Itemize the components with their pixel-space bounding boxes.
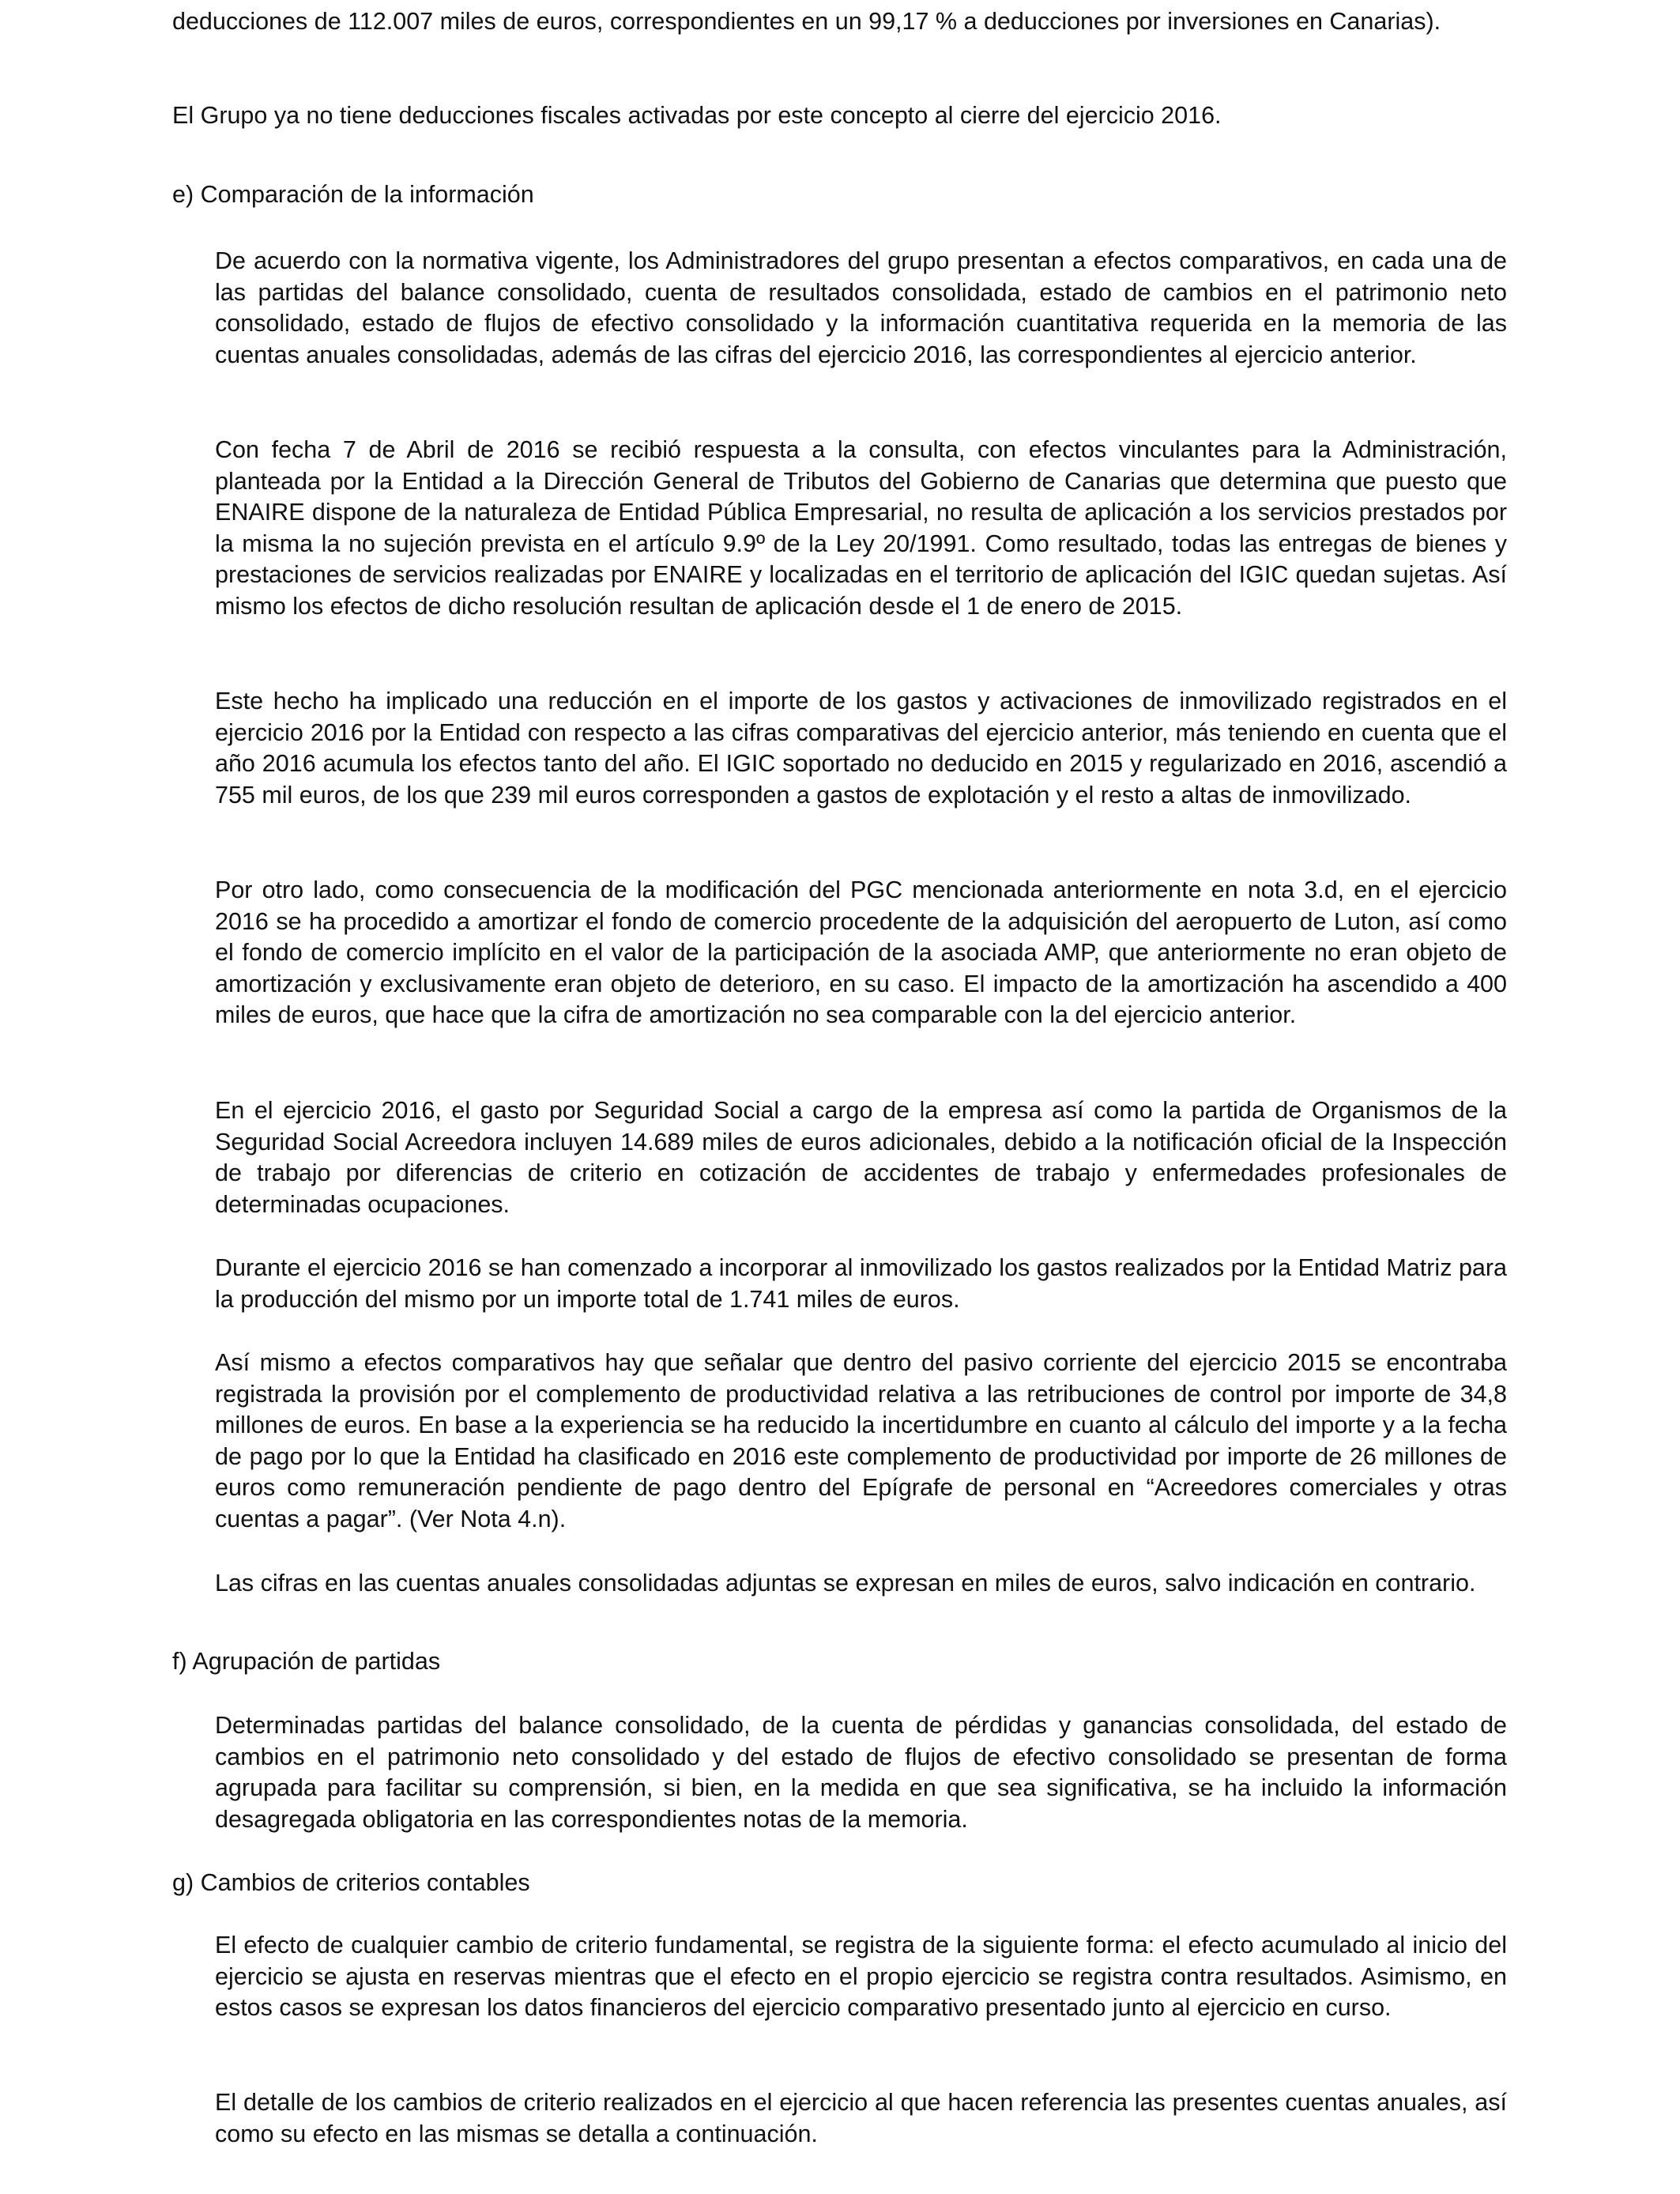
section-e-paragraph-7: Así mismo a efectos comparativos hay que señalar que dentro del pasivo corriente del ejercicio 2015 se encontraba registrada la provisión por el complemento de productividad relativa a las retribuciones de control por importe de 34,8 millones de euros. En base a la experiencia se ha reducido la incertidumbre en cuanto al cálculo del importe y a la fecha de pago por lo que la Entidad ha clasificado en 2016 este complemento de productividad por importe de 26 millones de euros como remuneración pendiente de pago dentro del Epígrafe de personal en “Acreedores comerciales y otras cuentas a pagar”. (Ver Nota 4.n).: [215, 1349, 1507, 1532]
section-e-paragraph-2: Con fecha 7 de Abril de 2016 se recibió respuesta a la consulta, con efectos vinculantes para la Administración, planteada por la Entidad a la Dirección General de Tributos del Gobierno de Canarias que determina que puesto que ENAIRE dispone de la naturaleza de Entidad Pública Empresarial, no resulta de aplicación a los servicios prestados por la misma la no sujeción prevista en el artículo 9.9º de la Ley 20/1991. Como resultado, todas las entregas de bienes y prestaciones de servicios realizadas por ENAIRE y localizadas en el territorio de aplicación del IGIC quedan sujetas. Así mismo los efectos de dicho resolución resultan de aplicación desde el 1 de enero de 2015.: [215, 436, 1507, 620]
section-e-heading: e) Comparación de la información: [172, 181, 534, 208]
section-g-paragraph-1: El efecto de cualquier cambio de criterio fundamental, se registra de la siguiente forma: el efecto acumulado al inicio del ejercicio se ajusta en reservas mientras que el efecto en el propio ejercicio se registra contra resultados. Asimismo, en estos casos se expresan los datos financieros del ejercicio comparativo presentado junto al ejercicio en curso.: [215, 1932, 1507, 2022]
section-f-heading: f) Agrupación de partidas: [172, 1648, 441, 1675]
section-e-paragraph-5: En el ejercicio 2016, el gasto por Seguridad Social a cargo de la empresa así como la partida de Organismos de la Seguridad Social Acreedora incluyen 14.689 miles de euros adicionales, debido a la notificación oficial de la Inspección de trabajo por diferencias de criterio en cotización de accidentes de trabajo y enfermedades profesionales de determinadas ocupaciones.: [215, 1097, 1507, 1218]
section-g-heading: g) Cambios de criterios contables: [172, 1869, 530, 1896]
section-e-paragraph-8: Las cifras en las cuentas anuales consolidadas adjuntas se expresan en miles de euros, salvo indicación en contrario.: [215, 1570, 1476, 1596]
section-e-paragraph-6: Durante el ejercicio 2016 se han comenzado a incorporar al inmovilizado los gastos realizados por la Entidad Matriz para la producción del mismo por un importe total de 1.741 miles de euros.: [215, 1254, 1507, 1313]
section-e-paragraph-4: Por otro lado, como consecuencia de la modificación del PGC mencionada anteriormente en nota 3.d, en el ejercicio 2016 se ha procedido a amortizar el fondo de comercio procedente de la adquisición del aeropuerto de Luton, así como el fondo de comercio implícito en el valor de la participación de la asociada AMP, que anteriormente no eran objeto de amortización y exclusivamente eran objeto de deterioro, en su caso. El impacto de la amortización ha ascendido a 400 miles de euros, que hace que la cifra de amortización no sea comparable con la del ejercicio anterior.: [215, 876, 1507, 1029]
section-f-paragraph-1: Determinadas partidas del balance consolidado, de la cuenta de pérdidas y ganancias consolidada, del estado de cambios en el patrimonio neto consolidado y del estado de flujos de efectivo consolidado se presentan de forma agrupada para facilitar su comprensión, si bien, en la medida en que sea significativa, se ha incluido la información desagregada obligatoria en las correspondientes notas de la memoria.: [215, 1712, 1507, 1833]
section-g-paragraph-2: El detalle de los cambios de criterio realizados en el ejercicio al que hacen referencia las presentes cuentas anuales, así como su efecto en las mismas se detalla a continuación.: [215, 2089, 1507, 2147]
section-e-paragraph-3: Este hecho ha implicado una reducción en el importe de los gastos y activaciones de inmovilizado registrados en el ejercicio 2016 por la Entidad con respecto a las cifras comparativas del ejercicio anterior, más teniendo en cuenta que el año 2016 acumula los efectos tanto del año. El IGIC soportado no deducido en 2015 y regularizado en 2016, ascendió a 755 mil euros, de los que 239 mil euros corresponden a gastos de explotación y el resto a altas de inmovilizado.: [215, 688, 1507, 809]
intro-paragraph-2: El Grupo ya no tiene deducciones fiscales activadas por este concepto al cierre del ejercicio 2016.: [172, 102, 1222, 129]
intro-paragraph-1: deducciones de 112.007 miles de euros, correspondientes en un 99,17 % a deducciones por inversiones en Canarias).: [172, 8, 1441, 35]
section-e-paragraph-1: De acuerdo con la normativa vigente, los Administradores del grupo presentan a efectos comparativos, en cada una de las partidas del balance consolidado, cuenta de resultados consolidada, estado de cambios en el patrimonio neto consolidado, estado de flujos de efectivo consolidado y la información cuantitativa requerida en la memoria de las cuentas anuales consolidadas, además de las cifras del ejercicio 2016, las correspondientes al ejercicio anterior.: [215, 247, 1507, 368]
